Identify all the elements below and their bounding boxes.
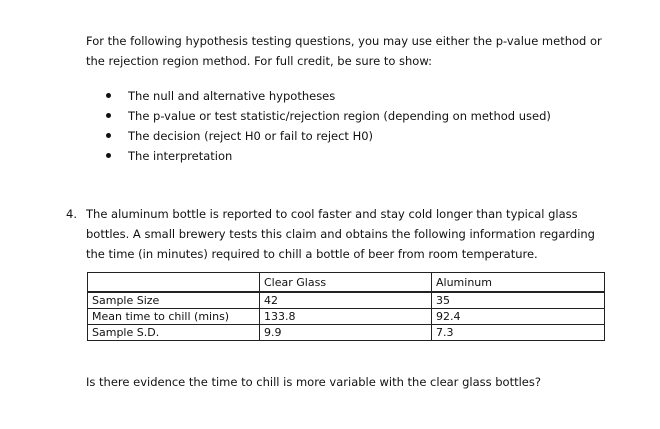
table-row bbox=[88, 325, 605, 341]
requirements-list bbox=[106, 86, 551, 166]
table-row-label: Sample S.D. bbox=[88, 325, 260, 341]
table-header-cell: Clear Glass bbox=[260, 273, 432, 293]
table-row bbox=[88, 292, 605, 309]
data-table bbox=[87, 272, 605, 341]
final-question: Is there evidence the time to chill is more variable with the clear glass bottles? bbox=[86, 375, 541, 389]
table-header-row bbox=[88, 273, 605, 293]
table-cell: 9.9 bbox=[260, 325, 432, 341]
list-item-text: The p-value or test statistic/rejection region (depending on method used) bbox=[128, 109, 551, 123]
bullet-icon bbox=[106, 153, 111, 158]
list-item bbox=[106, 146, 551, 166]
bullet-icon bbox=[106, 93, 111, 98]
question-text: The aluminum bottle is reported to cool faster and stay cold longer than typical glass bottles. A small brewery tests this claim and obtains the following information regarding the time (in minutes) required to chill a bottle of beer from room temperature. bbox=[86, 207, 595, 261]
bullet-icon bbox=[106, 133, 111, 138]
list-item-text: The decision (reject H0 or fail to reject H0) bbox=[128, 129, 374, 143]
table-row-label: Mean time to chill (mins) bbox=[88, 309, 260, 325]
table-header-cell bbox=[88, 273, 260, 293]
list-item-text: The null and alternative hypotheses bbox=[128, 89, 336, 103]
table-cell: 35 bbox=[432, 292, 605, 309]
table-row bbox=[88, 309, 605, 325]
table-header-cell: Aluminum bbox=[432, 273, 605, 293]
list-item-text: The interpretation bbox=[128, 149, 233, 163]
table-cell: 42 bbox=[260, 292, 432, 309]
bullet-icon bbox=[106, 113, 111, 118]
question-number: 4. bbox=[66, 207, 77, 221]
list-item bbox=[106, 86, 551, 106]
list-item bbox=[106, 106, 551, 126]
table-cell: 7.3 bbox=[432, 325, 605, 341]
table-row-label: Sample Size bbox=[88, 292, 260, 309]
table-cell: 133.8 bbox=[260, 309, 432, 325]
list-item bbox=[106, 126, 551, 146]
instructions-paragraph: For the following hypothesis testing questions, you may use either the p-value method or the rejection region method. For full credit, be sure to show: bbox=[86, 34, 602, 68]
table-cell: 92.4 bbox=[432, 309, 605, 325]
